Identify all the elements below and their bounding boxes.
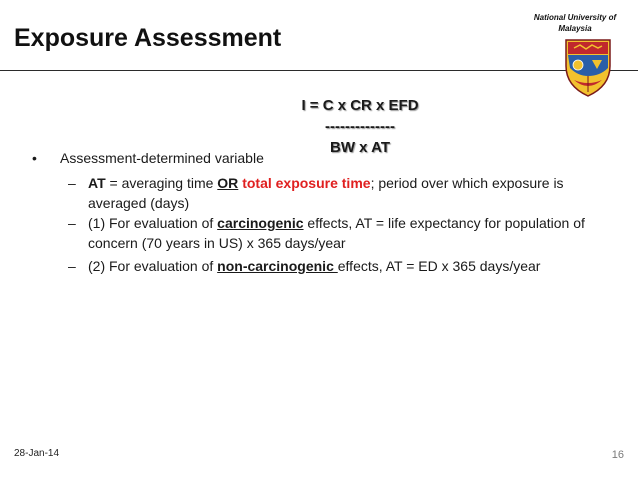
text-segment: (1) For evaluation of — [88, 215, 218, 231]
university-crest-icon — [562, 36, 614, 98]
subpoint-dash: – — [68, 258, 76, 274]
title-divider — [0, 70, 638, 71]
term-total-exposure-time: total exposure time — [242, 175, 371, 191]
term-at: AT — [88, 175, 106, 191]
subpoint-non-carcinogenic — [68, 256, 588, 276]
term-non-carcinogenic: non-carcinogenic — [217, 258, 338, 274]
text-segment: effects, AT = life expectancy for population of concern (70 years in US) x 365 days/year — [88, 215, 585, 251]
text-segment: effects, AT = ED x 365 days/year — [337, 258, 541, 274]
formula-divider: -------------- — [325, 118, 395, 135]
university-name-line2: Malaysia — [558, 24, 592, 33]
bullet-text: Assessment-determined variable — [60, 150, 264, 166]
subpoint-text — [88, 213, 588, 253]
formula — [295, 95, 425, 158]
term-or: OR — [217, 175, 239, 191]
subpoint-text — [88, 256, 588, 276]
subpoint-carcinogenic — [68, 213, 588, 253]
subpoint-dash: – — [68, 215, 76, 231]
bullet-item — [32, 148, 264, 168]
university-name-line1: National University of — [533, 13, 617, 22]
university-name — [520, 12, 630, 34]
formula-denominator: BW x AT — [330, 139, 390, 156]
text-segment: (2) For evaluation of — [88, 258, 218, 274]
text-segment: ; period over which exposure is averaged (days) — [88, 175, 564, 211]
bullet-marker: • — [32, 150, 37, 166]
subpoint-text — [88, 173, 588, 213]
text-segment: = averaging time — [105, 175, 218, 191]
subpoint-averaging-time — [68, 173, 588, 213]
page-number: 16 — [611, 449, 624, 461]
footer-date: 28-Jan-14 — [14, 448, 60, 459]
subpoint-dash: – — [68, 175, 76, 191]
formula-numerator: I = C x CR x EFD — [301, 97, 419, 114]
page-title: Exposure Assessment — [14, 24, 282, 52]
term-carcinogenic: carcinogenic — [217, 215, 304, 231]
